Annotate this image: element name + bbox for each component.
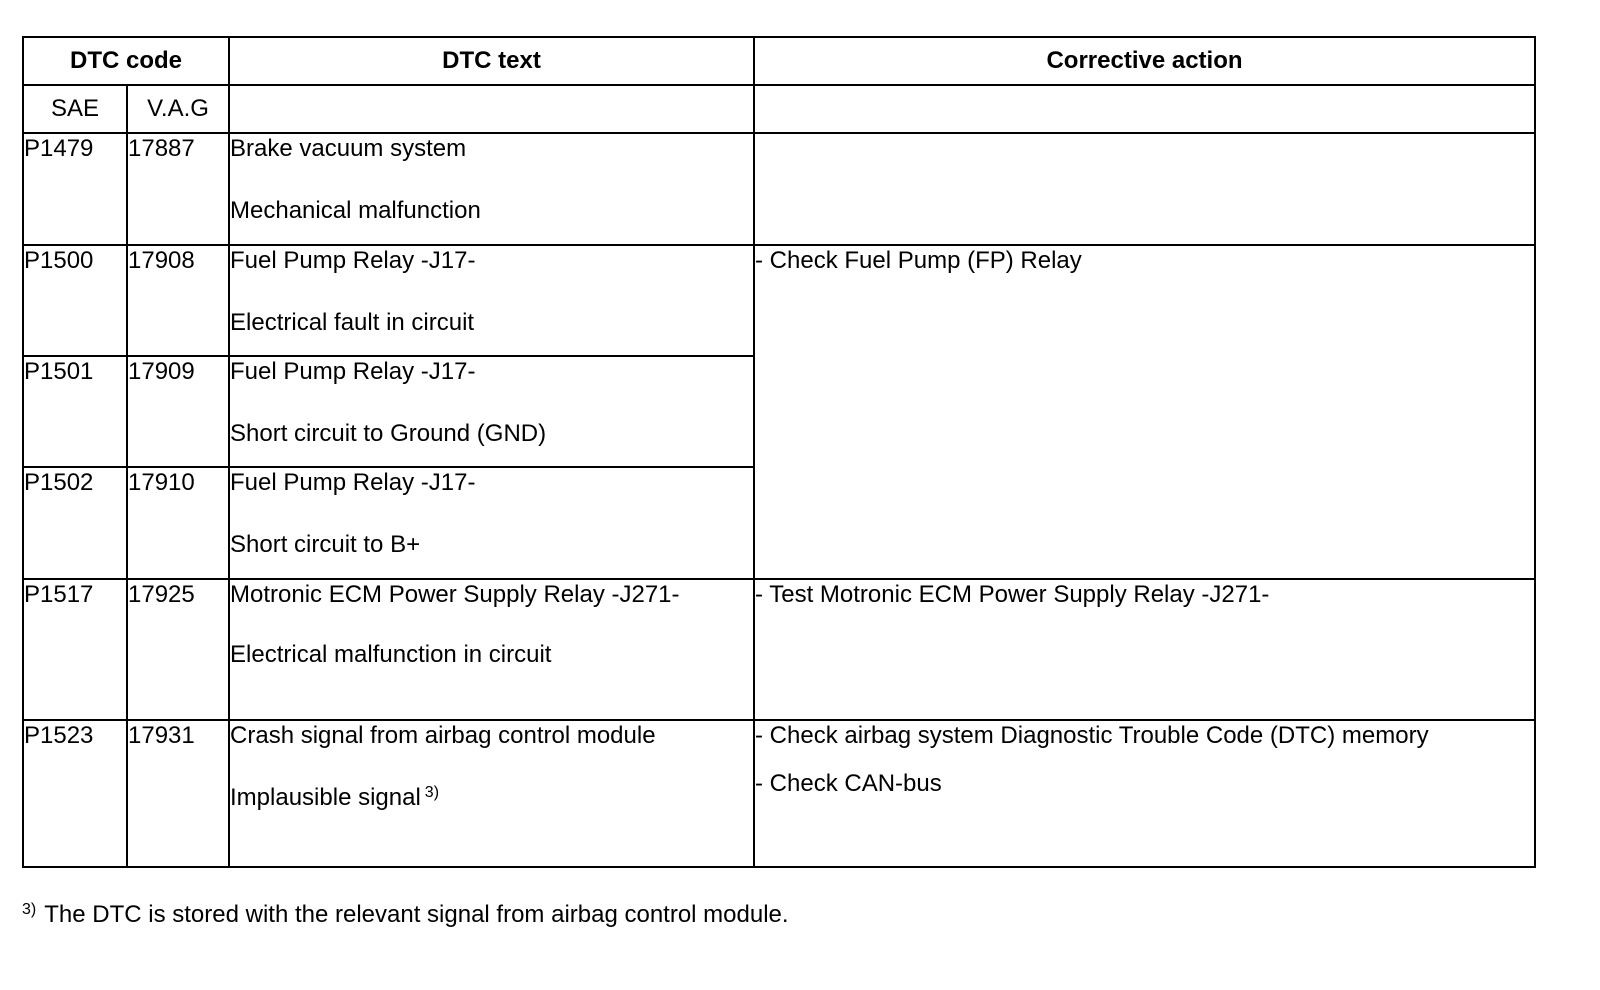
dtc-component: Fuel Pump Relay -J17- [230, 358, 476, 385]
vag-code: 17909 [127, 356, 229, 467]
corrective-action-empty [754, 133, 1535, 245]
dtc-description [229, 356, 754, 467]
dtc-fault: Short circuit to B+ [230, 531, 421, 558]
action-text: - Check airbag system Diagnostic Trouble Code (DTC) memory [755, 722, 1429, 749]
footnote [22, 900, 789, 930]
dtc-table [22, 36, 1536, 868]
corrective-action [754, 579, 1535, 720]
subheader-vag: V.A.G [127, 85, 229, 133]
corrective-action [754, 245, 1535, 579]
table-row [23, 245, 1535, 356]
table-row [23, 720, 1535, 867]
dtc-component: Brake vacuum system [230, 135, 467, 162]
sae-code: P1501 [23, 356, 127, 467]
dtc-component: Fuel Pump Relay -J17- [230, 469, 476, 496]
dtc-fault: Short circuit to Ground (GND) [230, 420, 547, 447]
vag-code: 17887 [127, 133, 229, 245]
dtc-description [229, 467, 754, 579]
dtc-component: Crash signal from airbag control module [230, 722, 656, 749]
header-dtc-text: DTC text [229, 37, 754, 85]
table-row [23, 579, 1535, 720]
vag-code: 17925 [127, 579, 229, 720]
table-row [23, 133, 1535, 245]
dtc-fault-line [230, 783, 753, 813]
vag-code: 17910 [127, 467, 229, 579]
dtc-component: Motronic ECM Power Supply Relay -J271- [230, 581, 680, 608]
footnote-reference: 3) [424, 784, 440, 801]
subheader-empty-text [229, 85, 754, 133]
header-dtc-code: DTC code [23, 37, 229, 85]
dtc-description [229, 245, 754, 356]
action-text: - Test Motronic ECM Power Supply Relay -J271- [755, 581, 1270, 608]
corrective-action [754, 720, 1535, 867]
sae-code: P1479 [23, 133, 127, 245]
action-text: - Check Fuel Pump (FP) Relay [755, 247, 1082, 274]
dtc-description [229, 133, 754, 245]
dtc-fault: Electrical malfunction in circuit [230, 641, 552, 668]
dtc-description [229, 720, 754, 867]
vag-code: 17931 [127, 720, 229, 867]
dtc-component: Fuel Pump Relay -J17- [230, 247, 476, 274]
subheader-sae: SAE [23, 85, 127, 133]
header-row [23, 37, 1535, 85]
subheader-row [23, 85, 1535, 133]
sae-code: P1523 [23, 720, 127, 867]
footnote-text: The DTC is stored with the relevant signal from airbag control module. [44, 901, 789, 928]
dtc-description [229, 579, 754, 720]
sae-code: P1502 [23, 467, 127, 579]
sae-code: P1500 [23, 245, 127, 356]
vag-code: 17908 [127, 245, 229, 356]
footnote-marker: 3) [22, 901, 37, 918]
header-corrective-action: Corrective action [754, 37, 1535, 85]
subheader-empty-action [754, 85, 1535, 133]
dtc-fault: Implausible signal [230, 784, 421, 811]
action-text: - Check CAN-bus [755, 770, 942, 797]
dtc-fault: Mechanical malfunction [230, 197, 481, 224]
dtc-fault: Electrical fault in circuit [230, 309, 475, 336]
sae-code: P1517 [23, 579, 127, 720]
